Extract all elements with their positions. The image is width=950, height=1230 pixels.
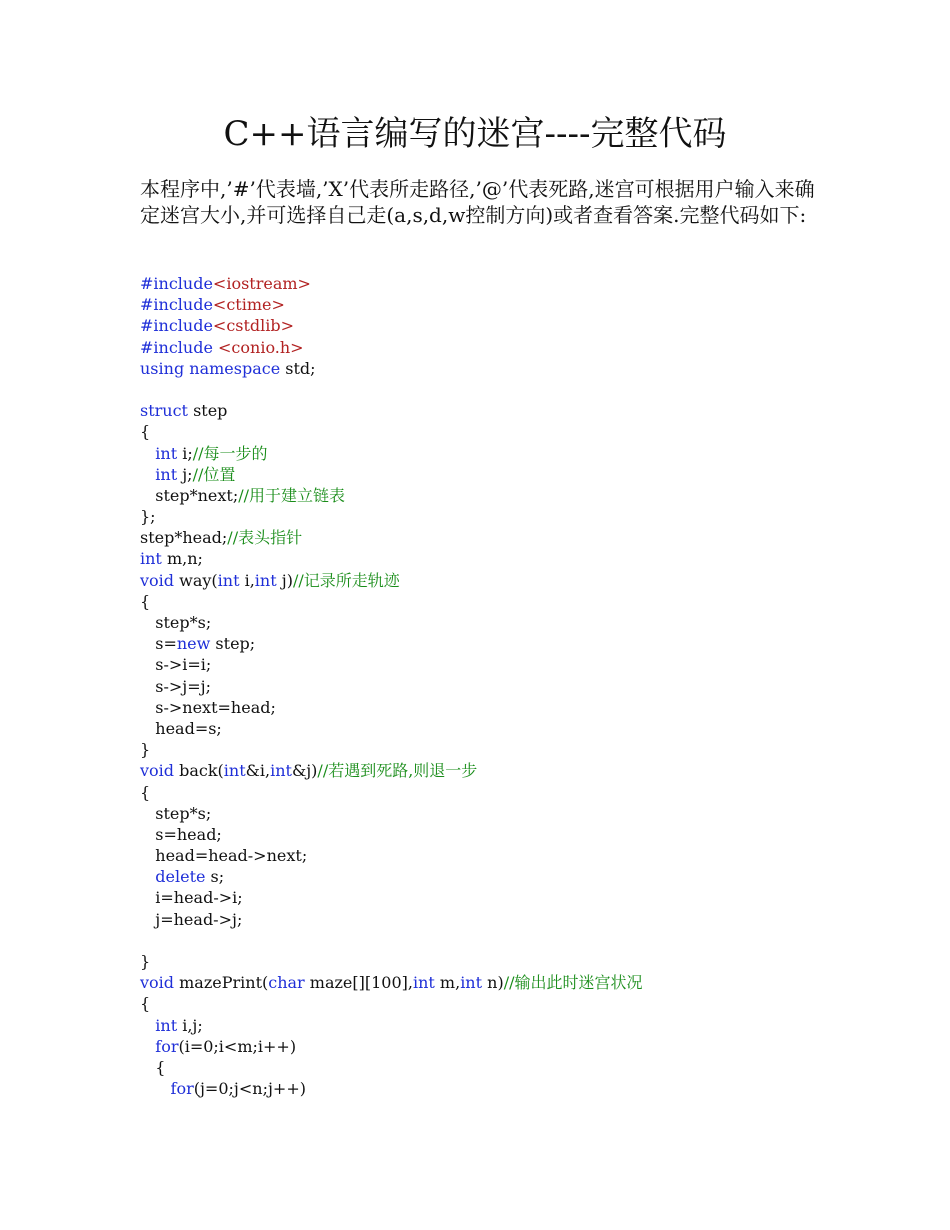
code-blank-line: [140, 930, 900, 951]
code-line: [140, 654, 900, 675]
code-keyword: int: [140, 549, 162, 569]
code-line: [140, 464, 900, 485]
code-keyword: int: [155, 1015, 178, 1035]
code-text: {: [140, 591, 151, 611]
code-keyword: int: [460, 973, 483, 993]
code-keyword: int: [155, 464, 178, 484]
code-preprocessor: #include: [140, 274, 213, 293]
code-line: [140, 527, 900, 548]
code-text: [140, 1037, 155, 1056]
code-text: m,n;: [161, 549, 203, 569]
code-text: s->next=head;: [140, 697, 276, 717]
code-text: [140, 465, 155, 484]
code-keyword: int: [270, 761, 292, 781]
code-keyword: namespace: [189, 358, 281, 378]
code-text: j;: [177, 464, 193, 484]
code-text: [140, 867, 155, 886]
code-line: [140, 337, 900, 358]
code-text: s->i=i;: [140, 655, 212, 675]
code-line: [140, 845, 900, 866]
code-text: {: [140, 422, 151, 442]
code-line: [140, 1057, 900, 1078]
code-line: [140, 697, 900, 718]
code-line: [140, 315, 900, 336]
code-keyword: int: [217, 570, 240, 590]
code-line: [140, 824, 900, 845]
code-text: s=head;: [140, 824, 222, 844]
code-comment: //用于建立链表: [238, 485, 346, 505]
code-text: s=: [140, 634, 177, 654]
code-preprocessor: #include: [140, 316, 213, 336]
code-text: };: [140, 507, 156, 527]
code-line: [140, 676, 900, 697]
code-text: &j): [291, 761, 318, 781]
code-line: [140, 972, 900, 993]
code-keyword: char: [268, 973, 305, 993]
code-line: [140, 718, 900, 739]
document-title: C++语言编写的迷宫----完整代码: [223, 114, 727, 154]
code-comment: //输出此时迷宫状况: [503, 973, 643, 993]
code-keyword: for: [155, 1036, 179, 1056]
code-line: [140, 1015, 900, 1036]
code-keyword: void: [140, 570, 175, 590]
code-line: [140, 443, 900, 464]
code-text: mazePrint(: [174, 973, 269, 993]
code-text: (j=0;j<n;j++): [193, 1079, 306, 1099]
code-line: [140, 1078, 900, 1099]
code-line: [140, 548, 900, 569]
code-keyword: for: [170, 1079, 194, 1099]
code-line: [140, 909, 900, 930]
code-line: [140, 506, 900, 527]
code-keyword: new: [176, 634, 211, 654]
code-line: [140, 633, 900, 654]
code-include-target: <cstdlib>: [212, 316, 295, 336]
code-text: j): [276, 570, 293, 590]
code-line: [140, 782, 900, 803]
code-comment: //每一步的: [192, 443, 268, 463]
code-line: [140, 570, 900, 591]
code-preprocessor: #include: [140, 295, 213, 315]
intro-paragraph: 本程序中,’#’代表墙,’X’代表所走路径,’@’代表死路,迷宫可根据用户输入来确定迷宫大小,并可选择自己走(a,s,d,w控制方向)或者查看答案.完整代码如下:: [140, 177, 815, 227]
code-line: [140, 1036, 900, 1057]
code-keyword: int: [254, 570, 277, 590]
code-line: [140, 760, 900, 781]
code-keyword: void: [140, 973, 175, 993]
code-blank-line: [140, 379, 900, 400]
code-text: [140, 1016, 155, 1035]
code-keyword: int: [412, 973, 435, 993]
code-text: {: [140, 1057, 166, 1077]
code-line: [140, 993, 900, 1014]
code-line: [140, 294, 900, 315]
code-text: std;: [280, 358, 316, 378]
code-include-target: <conio.h>: [218, 337, 304, 357]
code-include-target: <ctime>: [212, 295, 285, 315]
code-text: j=head->j;: [140, 909, 243, 929]
code-text: s->j=j;: [140, 676, 211, 696]
code-line: [140, 400, 900, 421]
code-text: way(: [174, 570, 218, 590]
code-text: maze[][100],: [304, 973, 413, 993]
code-line: [140, 951, 900, 972]
code-line: [140, 273, 900, 294]
code-keyword: using: [140, 358, 185, 378]
code-text: (i=0;i<m;i++): [178, 1036, 297, 1056]
code-line: [140, 591, 900, 612]
code-line: [140, 612, 900, 633]
code-text: [140, 1079, 171, 1098]
code-comment: //记录所走轨迹: [292, 570, 400, 590]
code-text: head=s;: [140, 718, 222, 738]
code-text: i=head->i;: [140, 888, 243, 908]
code-keyword: struct: [140, 401, 188, 421]
code-include-target: <iostream>: [212, 274, 311, 293]
code-text: &i,: [245, 761, 271, 781]
code-keyword: void: [140, 761, 175, 781]
code-comment: //表头指针: [227, 528, 303, 548]
code-keyword: int: [155, 443, 178, 463]
code-keyword: int: [223, 761, 246, 781]
code-line: [140, 358, 900, 379]
code-text: step;: [210, 634, 256, 654]
code-text: i;: [177, 443, 193, 463]
code-text: step: [187, 401, 228, 421]
code-comment: //位置: [192, 464, 236, 484]
code-text: }: [140, 740, 151, 760]
code-keyword: delete: [155, 867, 206, 887]
code-comment: //若遇到死路,则退一步: [317, 761, 478, 781]
code-text: s;: [205, 867, 225, 887]
code-line: [140, 803, 900, 824]
code-text: n): [482, 973, 504, 993]
code-text: step*s;: [140, 803, 212, 823]
code-text: }: [140, 952, 151, 971]
code-text: i,j;: [177, 1015, 203, 1035]
code-line: [140, 739, 900, 760]
code-text: {: [140, 782, 151, 802]
code-preprocessor: #include: [140, 337, 219, 357]
code-text: i,: [239, 570, 255, 590]
code-block: [140, 273, 900, 1099]
code-text: {: [140, 994, 151, 1014]
code-text: m,: [434, 973, 461, 993]
code-line: [140, 887, 900, 908]
code-text: step*head;: [140, 528, 228, 548]
code-line: [140, 485, 900, 506]
code-text: step*next;: [140, 485, 239, 505]
code-text: head=head->next;: [140, 846, 308, 866]
code-text: step*s;: [140, 613, 212, 632]
code-text: [140, 444, 155, 463]
code-line: [140, 866, 900, 887]
code-text: back(: [174, 761, 224, 781]
code-line: [140, 421, 900, 442]
